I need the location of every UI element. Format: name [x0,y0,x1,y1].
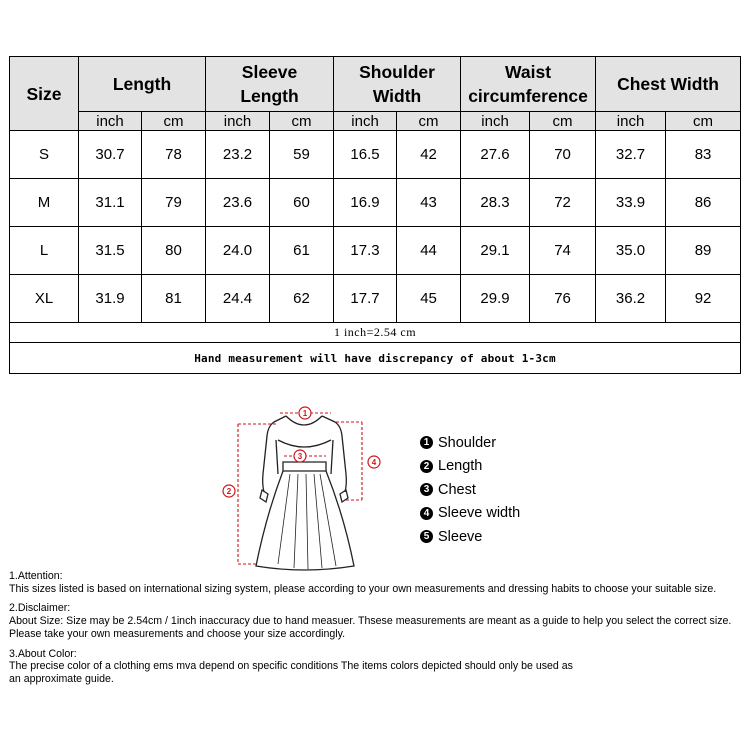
number-4-icon: 4 [420,507,433,520]
table-cell: 28.3 [461,179,530,227]
unit-cm: cm [397,112,461,131]
color-title: 3.About Color: [9,647,77,660]
left-sleeve-inner [276,440,278,474]
table-cell: 81 [142,275,206,323]
table-cell: 60 [270,179,334,227]
disclaimer-text: About Size: Size may be 2.54cm / 1inch inaccuracy due to hand measuer. Thsese measurements are meant as a guide to help you select the correct size. [9,615,732,628]
legend-item-length [420,455,520,479]
unit-inch: inch [79,112,142,131]
table-row [10,227,741,275]
table-row [10,131,741,179]
table-cell: 92 [666,275,741,323]
conversion-note: 1 inch=2.54 cm [10,323,741,343]
header-row [10,57,741,112]
table-cell: 17.7 [334,275,397,323]
table-cell: 30.7 [79,131,142,179]
table-row [10,275,741,323]
table-cell: 16.9 [334,179,397,227]
legend-label: Length [438,458,483,475]
disclaimer-title: 2.Disclaimer: [9,602,71,615]
waistband [283,462,326,471]
legend-item-sleeve [420,525,520,549]
unit-row [10,112,741,131]
size-column-header: Size [10,57,79,131]
table-cell: 44 [397,227,461,275]
number-3-icon: 3 [420,483,433,496]
table-cell: 36.2 [596,275,666,323]
size-cell: S [10,131,79,179]
table-cell: 42 [397,131,461,179]
table-cell: 27.6 [461,131,530,179]
unit-cm: cm [666,112,741,131]
unit-inch: inch [206,112,270,131]
legend-label: Sleeve [438,528,483,545]
table-row [10,179,741,227]
marker-2-label: 2 [226,487,232,496]
legend-label: Chest [438,481,476,498]
size-cell: M [10,179,79,227]
size-cell: L [10,227,79,275]
color-text: an approximate guide. [9,672,114,685]
table-cell: 89 [666,227,741,275]
table-cell: 33.9 [596,179,666,227]
table-cell: 31.9 [79,275,142,323]
table-cell: 61 [270,227,334,275]
sleeve-measure-guides [336,422,362,500]
skirt-pleats [278,474,336,569]
table-cell: 74 [530,227,596,275]
discrepancy-note: Hand measurement will have discrepancy of about 1-3cm [10,343,741,374]
table-cell: 31.5 [79,227,142,275]
table-cell: 72 [530,179,596,227]
waist-circumference-header: Waist circumference [461,57,596,112]
number-5-icon: 5 [420,530,433,543]
table-cell: 35.0 [596,227,666,275]
table-cell: 32.7 [596,131,666,179]
length-measure-guides [238,424,278,564]
legend-label: Sleeve width [438,505,521,522]
dress-measurement-diagram [218,396,398,576]
size-cell: XL [10,275,79,323]
marker-3-label: 3 [297,452,303,461]
table-cell: 76 [530,275,596,323]
skirt-outline [256,471,354,570]
marker-1-label: 1 [302,409,308,418]
table-cell: 29.1 [461,227,530,275]
table-cell: 16.5 [334,131,397,179]
number-1-icon: 1 [420,436,433,449]
table-cell: 78 [142,131,206,179]
bust-line [278,440,331,447]
table-cell: 24.0 [206,227,270,275]
unit-inch: inch [596,112,666,131]
table-cell: 24.4 [206,275,270,323]
left-sleeve-outer [263,416,286,492]
table-cell: 23.6 [206,179,270,227]
disclaimer-text: Please take your own measurements and choose your size accordingly. [9,627,346,640]
table-cell: 70 [530,131,596,179]
number-2-icon: 2 [420,460,433,473]
table-cell: 17.3 [334,227,397,275]
unit-cm: cm [530,112,596,131]
marker-4-label: 4 [371,458,377,467]
table-cell: 86 [666,179,741,227]
measurement-legend [420,431,520,549]
table-cell: 29.9 [461,275,530,323]
color-text: The precise color of a clothing ems mva depend on specific conditions The items colors depicted should only be used as [9,660,573,673]
length-header: Length [79,57,206,112]
unit-inch: inch [334,112,397,131]
unit-inch: inch [461,112,530,131]
legend-item-sleeve-width [420,502,520,526]
table-cell: 62 [270,275,334,323]
table-cell: 23.2 [206,131,270,179]
unit-cm: cm [270,112,334,131]
table-cell: 59 [270,131,334,179]
discrepancy-note-row [10,343,741,374]
left-cuff [260,490,268,502]
table-cell: 80 [142,227,206,275]
table-cell: 83 [666,131,741,179]
table-cell: 45 [397,275,461,323]
table-cell: 31.1 [79,179,142,227]
attention-text: This sizes listed is based on international sizing system, please according to your own measurements and dressing habits to choose your suitable size. [9,582,717,595]
notes-section [9,570,747,686]
unit-cm: cm [142,112,206,131]
legend-item-chest [420,478,520,502]
shoulder-width-header: Shoulder Width [334,57,461,112]
table-cell: 79 [142,179,206,227]
conversion-note-row [10,323,741,343]
sleeve-length-header: Sleeve Length [206,57,334,112]
right-sleeve-inner [331,440,333,474]
legend-item-shoulder [420,431,520,455]
attention-title: 1.Attention: [9,570,63,582]
size-chart-table [9,56,741,374]
right-sleeve-outer [322,416,346,492]
chest-width-header: Chest Width [596,57,741,112]
table-cell: 43 [397,179,461,227]
legend-label: Shoulder [438,434,497,451]
